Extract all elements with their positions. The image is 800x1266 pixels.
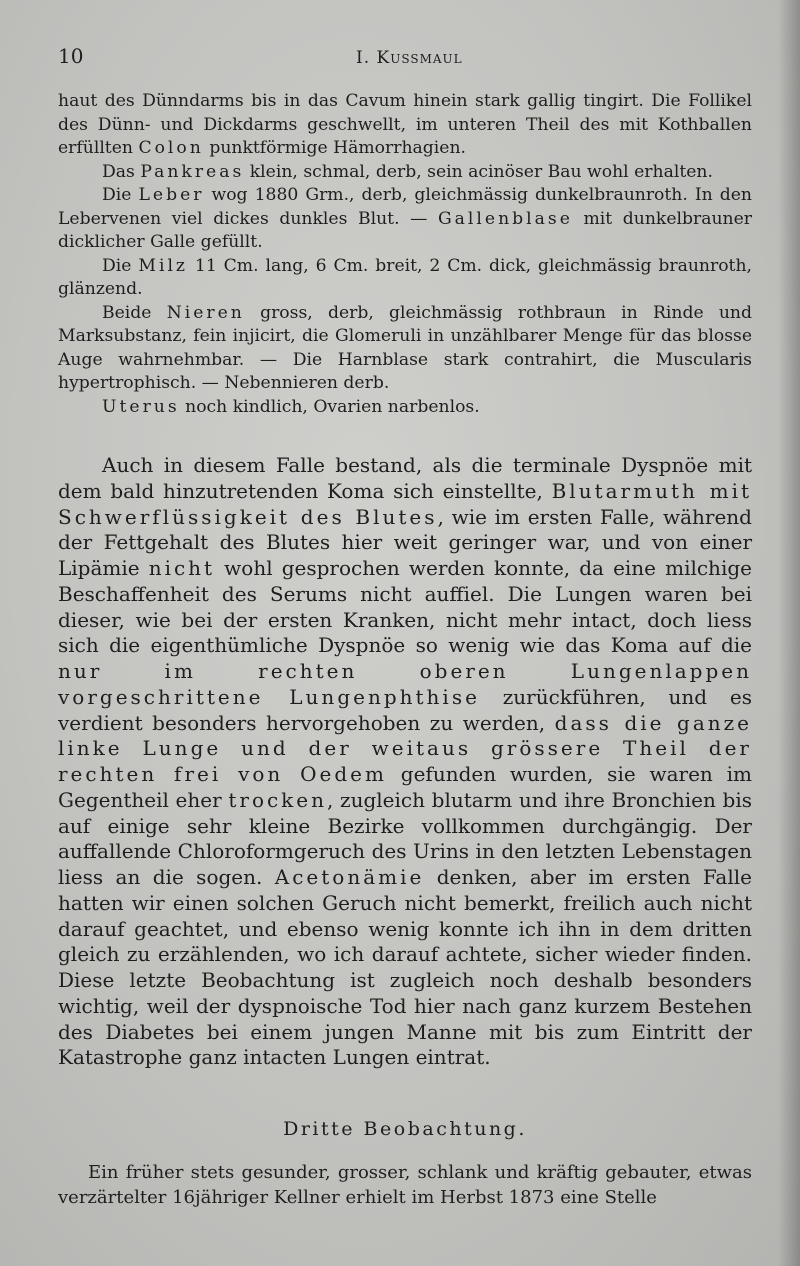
emphasized-text: Leber (138, 185, 205, 205)
emphasized-text: Gallenblase (437, 208, 573, 229)
text-segment: zurückführen, und es verdient besonders hervorgehoben zu werden, (58, 684, 752, 735)
emphasized-text: Colon (138, 138, 204, 158)
text-segment: Harnblase (337, 349, 429, 370)
paragraph (58, 302, 752, 396)
text-segment: haut des Dünndarms bis in das Cavum hinein stark gallig tingirt. Die Follikel des Dünn- und Dickdarms geschwellt, im unteren Theil des mit Kothballen erfüllten (58, 91, 752, 158)
emphasized-text: dass die ganze linke Lunge und der weitaus grössere Theil der rechten frei von Oedem (58, 710, 753, 786)
emphasized-text: nur im rechten oberen Lungenlappen vorgeschrittene Lungenphthise (58, 659, 752, 709)
emphasized-text: Milz (138, 255, 188, 276)
text-segment: , zugleich blutarm und ihre Bronchien bis auf einige sehr kleine Bezirke vollkommen durchgängig. Der auffallende Chloroformgeruch des Urins in den letzten Lebenstagen liess an die sogen. (58, 787, 752, 889)
page-number: 10 (58, 44, 84, 68)
text-segment: 11 Cm. lang, 6 Cm. breit, 2 Cm. dick, gleichmässig braunroth, glänzend. (58, 255, 752, 299)
section-title: Dritte Beobachtung. (283, 1118, 527, 1140)
paragraph (58, 184, 752, 255)
paragraph (58, 255, 752, 302)
emphasized-text: nicht (148, 556, 216, 580)
page-edge-shadow (778, 0, 800, 1266)
text-segment: noch kindlich, (179, 396, 314, 417)
emphasized-text: Nieren (166, 302, 245, 323)
text-segment: derb. (337, 373, 390, 393)
text-segment: Beide (102, 302, 167, 323)
emphasized-text: trocken (228, 787, 328, 812)
emphasized-text: Uterus (102, 396, 180, 417)
paragraph (58, 1160, 752, 1210)
text-segment: Ovarien (313, 396, 383, 417)
emphasized-text: Pankreas (140, 161, 245, 182)
paragraph (58, 396, 752, 420)
text-segment: punktförmige Hämorrhagien. (203, 138, 466, 158)
text-segment: Das (102, 161, 141, 182)
page-header (58, 44, 758, 74)
text-segment: wog 1880 Grm., derb, gleichmässig dunkelbraunroth. In den Lebervenen viel dickes dunkles Blut. — (58, 185, 752, 229)
text-segment: , wie im ersten Falle, während der Fettgehalt des Blutes hier weit geringer war, und von einer Lipämie (58, 504, 752, 580)
text-segment: narbenlos. (382, 396, 480, 417)
text-segment: stark contrahirt, die Muscularis hypertrophisch. — (58, 349, 752, 393)
case-three-intro-text (58, 1160, 752, 1210)
text-segment: gefunden wurden, sie waren im Gegentheil eher (58, 762, 752, 812)
paragraph (58, 161, 752, 185)
autopsy-findings-text (58, 90, 752, 419)
text-segment: gross, derb, gleichmässig rothbraun in Rinde und Marksubstanz, fein injicirt, die Glomeruli in unzählbarer Menge für das blosse Auge wahrnehmbar. — Die (58, 302, 753, 370)
text-segment: Die (102, 255, 139, 276)
text-segment: mit dunkelbrauner dicklicher Galle gefüllt. (58, 208, 752, 252)
text-segment: klein, schmal, derb, sein acinöser Bau wohl erhalten. (244, 161, 713, 182)
text-segment: Auch in diesem Falle bestand, als die terminale Dyspnöe mit dem bald hinzutretenden Koma sich einstellte, (58, 453, 752, 503)
emphasized-text: Blutarmuth mit Schwerflüssigkeit des Blutes (58, 478, 753, 529)
text-segment: Nebennieren (224, 373, 338, 393)
emphasized-text: Acetonämie (274, 865, 425, 889)
text-segment: Die (102, 185, 139, 205)
text-segment: denken, aber im ersten Falle hatten wir einen solchen Geruch nicht bemerkt, freilich auch nicht darauf geachtet, und ebenso wenig konnte ich ihn in dem dritten gleich zu erzählenden, wo ich darauf achtete, sicher wieder finden. Diese letzte Beobachtung ist zugleich noch deshalb besonders wichtig, weil der dyspnoische Tod hier nach ganz kurzem Bestehen des Diabetes bei einem jungen Manne mit bis zum Eintritt der Katastrophe ganz intacten Lungen eintrat. (58, 865, 752, 1070)
running-head: I. Kussmaul (356, 48, 463, 68)
paragraph (58, 90, 752, 161)
discussion-text (58, 453, 752, 1071)
paragraph (58, 453, 752, 1071)
text-segment: wohl gesprochen werden konnte, da eine milchige Beschaffenheit des Serums nicht auffiel. Die Lungen waren bei dieser, wie bei der ersten Kranken, nicht mehr intact, doch liess sich die eigenthümliche Dyspnöe so wenig wie das Koma auf die (58, 556, 752, 658)
text-segment: Ein früher stets gesunder, grosser, schlank und kräftig gebauter, etwas verzärtelter 16jähriger Kellner erhielt im Herbst 1873 eine Stelle (58, 1162, 752, 1208)
